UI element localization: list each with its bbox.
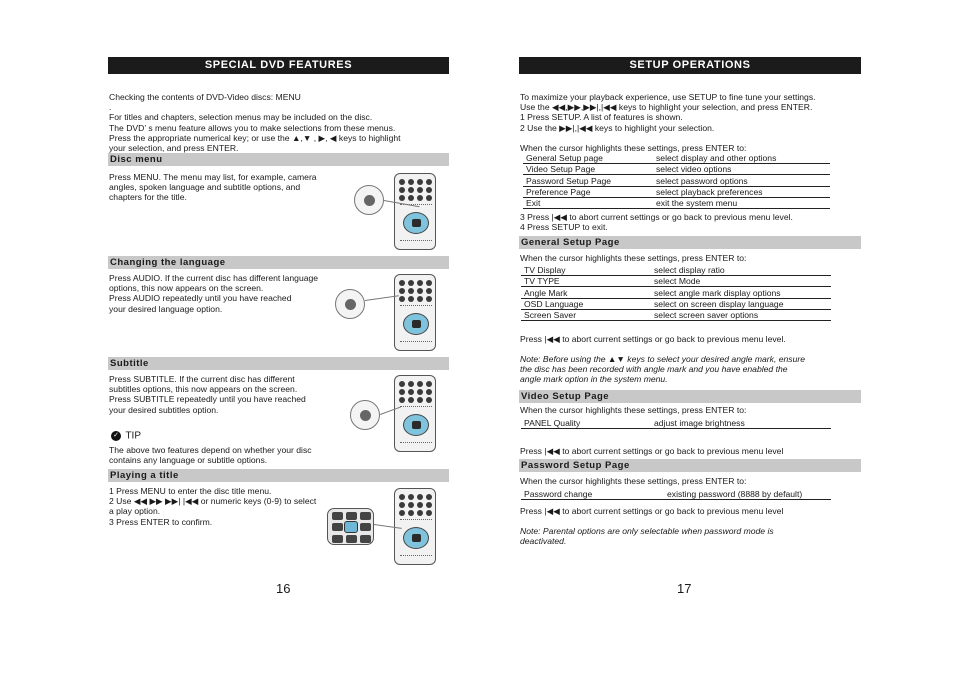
angle-mark-note: Note: Before using the ▲▼ keys to select your desired angle mark, ensure the disc has been recorded with angle mark and you have enabled the angle mark option in the system menu.: [520, 354, 805, 385]
playing-title-text: 1 Press MENU to enter the disc title menu. 2 Use ◀◀ ▶▶ ▶▶| |◀◀ or numeric keys (0-9) to select a play option. 3 Press ENTER to confirm.: [109, 486, 317, 527]
table-row: [521, 264, 831, 275]
password-cursor-note: When the cursor highlights these settings, press ENTER to:: [520, 476, 747, 486]
setting-name: Video Setup Page: [523, 163, 653, 174]
table-row: [523, 175, 830, 186]
cursor-note: When the cursor highlights these settings, press ENTER to:: [520, 143, 747, 153]
setting-name: PANEL Quality: [521, 417, 651, 428]
setting-name: Password change: [521, 488, 664, 499]
menu-key-callout: [354, 185, 384, 215]
remote-control-image: [394, 173, 436, 250]
setting-name: General Setup page: [523, 152, 653, 163]
page-number: 16: [276, 581, 291, 596]
parental-note: Note: Parental options are only selectable when password mode is deactivated.: [520, 526, 774, 547]
right-page: [477, 0, 954, 676]
password-abort-text: Press |◀◀ to abort current settings or go back to previous menu level: [520, 506, 784, 516]
setup-operations-header: SETUP OPERATIONS: [519, 57, 861, 74]
special-dvd-features-header: SPECIAL DVD FEATURES: [108, 57, 449, 74]
setting-action: select angle mark display options: [651, 287, 831, 298]
table-row: [523, 163, 830, 174]
setting-action: select display and other options: [653, 152, 830, 163]
setting-action: select password options: [653, 175, 830, 186]
setting-action: exit the system menu: [653, 198, 830, 209]
tip-text: The above two features depend on whether your disc contains any language or subtitle options.: [109, 445, 312, 466]
changing-language-text: Press AUDIO. If the current disc has different language options, this now appears on the screen. Press AUDIO repeatedly until you have reached your desired language option.: [109, 273, 319, 314]
setting-name: Screen Saver: [521, 310, 651, 321]
remote-control-image: [394, 274, 436, 351]
setting-action: select screen saver options: [651, 310, 831, 321]
subtitle-heading: Subtitle: [108, 357, 449, 370]
subtitle-text: Press SUBTITLE. If the current disc has different subtitles options, this now appears on the screen. Press SUBTITLE repeatedly until you have reached your desired subtitles option.: [109, 374, 306, 415]
subtitle-key-callout: [350, 400, 380, 430]
setup-menu-table: [523, 152, 830, 209]
tip-marker: [111, 427, 141, 445]
table-row: [521, 310, 831, 321]
video-cursor-note: When the cursor highlights these settings, press ENTER to:: [520, 405, 747, 415]
password-setup-table: [521, 488, 831, 500]
table-row: [521, 287, 831, 298]
setting-name: TV Display: [521, 264, 651, 275]
setting-name: Exit: [523, 198, 653, 209]
page-number: 17: [677, 581, 692, 596]
setting-action: select Mode: [651, 275, 831, 286]
changing-language-heading: Changing the language: [108, 256, 449, 269]
table-row: [521, 417, 831, 428]
setting-name: OSD Language: [521, 298, 651, 309]
video-abort-text: Press |◀◀ to abort current settings or go back to previous menu level: [520, 446, 784, 456]
tip-label: TIP: [125, 430, 142, 442]
disc-menu-text: Press MENU. The menu may list, for example, camera angles, spoken language and subtitle options, and chapters for the title.: [109, 172, 317, 203]
playing-title-heading: Playing a title: [108, 469, 449, 482]
setting-action: adjust image brightness: [651, 417, 831, 428]
setting-action: select playback preferences: [653, 186, 830, 197]
remote-control-image: [394, 375, 436, 452]
general-setup-table: [521, 264, 831, 321]
password-setup-heading: Password Setup Page: [519, 459, 861, 472]
setting-action: select display ratio: [651, 264, 831, 275]
table-row: [523, 198, 830, 209]
disc-menu-heading: Disc menu: [108, 153, 449, 166]
steps-after-text: 3 Press |◀◀ to abort current settings or go back to previous menu level. 4 Press SETUP to exit.: [520, 212, 793, 233]
video-setup-heading: Video Setup Page: [519, 390, 861, 403]
table-row: [521, 298, 831, 309]
setup-intro-text: To maximize your playback experience, use SETUP to fine tune your settings. Use the ◀◀,▶▶,▶▶|,|◀◀ keys to highlight your selection, and press ENTER. 1 Press SETUP. A list of features is shown. 2 Use the ▶▶|,|◀◀ keys to highlight your selection.: [520, 92, 816, 133]
general-abort-text: Press |◀◀ to abort current settings or go back to previous menu level.: [520, 334, 786, 344]
intro-text: Checking the contents of DVD-Video discs: MENU . For titles and chapters, selection menus may be included on the disc. The DVD’ s menu feature allows you to make selections from these menus. Press the appropriate numerical key; or use the ▲,▼ , ▶, ◀ keys to highlight your selection, and press ENTER.: [109, 92, 401, 154]
remote-control-image: [394, 488, 436, 565]
setting-name: Angle Mark: [521, 287, 651, 298]
setting-action: select video options: [653, 163, 830, 174]
video-setup-table: [521, 417, 831, 429]
setting-action: existing password (8888 by default): [664, 488, 831, 499]
setting-name: Password Setup Page: [523, 175, 653, 186]
setting-name: TV TYPE: [521, 275, 651, 286]
table-row: [523, 152, 830, 163]
setting-name: Preference Page: [523, 186, 653, 197]
general-setup-heading: General Setup Page: [519, 236, 861, 249]
audio-key-callout: [335, 289, 365, 319]
navigation-keys-image: [327, 508, 374, 545]
check-icon: ✓: [111, 431, 121, 441]
setting-action: select on screen display language: [651, 298, 831, 309]
table-row: [521, 488, 831, 499]
table-row: [523, 186, 830, 197]
table-row: [521, 275, 831, 286]
general-cursor-note: When the cursor highlights these settings, press ENTER to:: [520, 253, 747, 263]
